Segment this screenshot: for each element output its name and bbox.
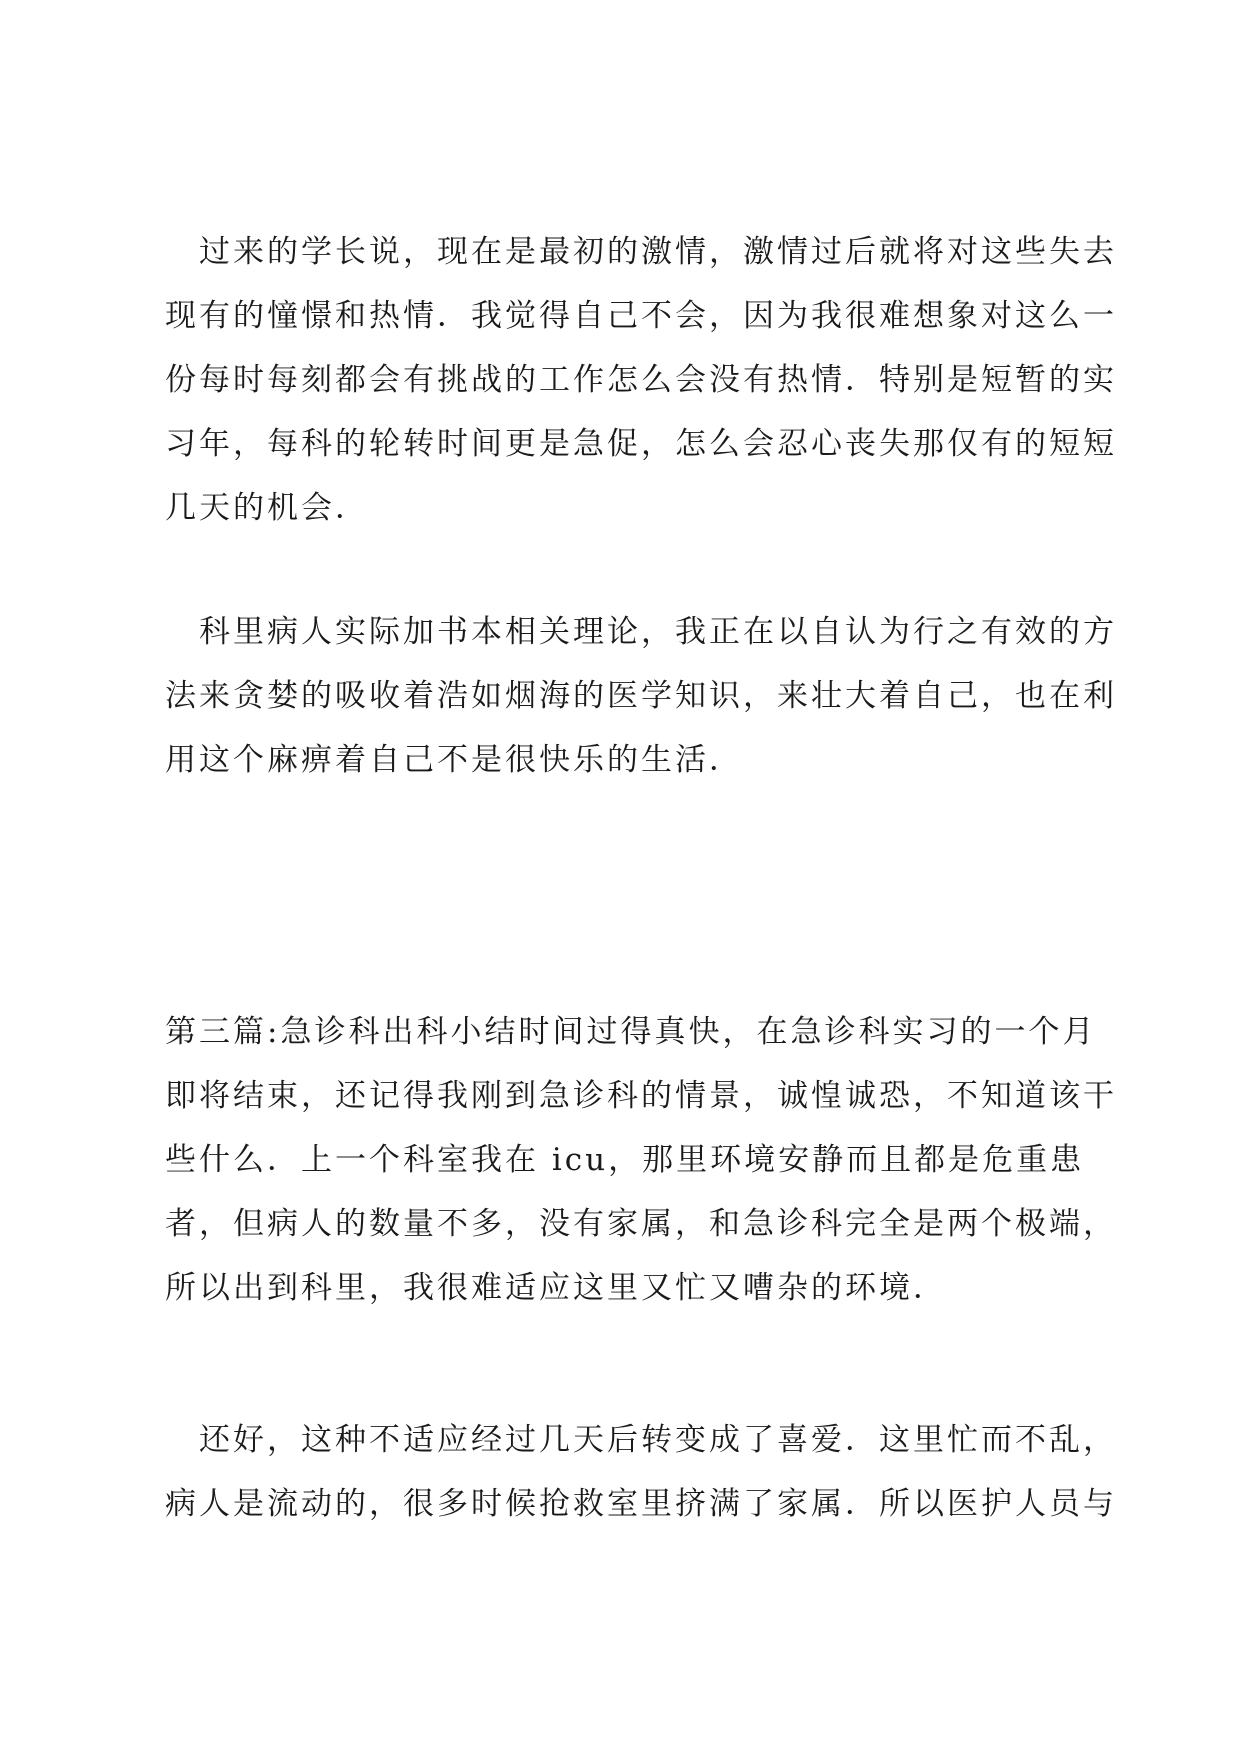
paragraph-learning <box>165 600 1117 792</box>
text-line: 份每时每刻都会有挑战的工作怎么会没有热情．特别是短暂的实 <box>165 362 1117 398</box>
text-line: 过来的学长说，现在是最初的激情，激情过后就将对这些失去 <box>199 234 1117 270</box>
paragraph-senior-advice <box>165 220 1117 540</box>
text-line: 法来贪婪的吸收着浩如烟海的医学知识，来壮大着自己，也在利 <box>165 678 1117 714</box>
text-line: 几天的机会． <box>165 490 369 526</box>
text-line: 科里病人实际加书本相关理论，我正在以自认为行之有效的方 <box>199 614 1117 650</box>
text-line: 些什么．上一个科室我在 icu，那里环境安静而且都是危重患 <box>165 1142 1085 1178</box>
text-line: 还好，这种不适应经过几天后转变成了喜爱．这里忙而不乱， <box>199 1422 1117 1458</box>
text-line: 病人是流动的，很多时候抢救室里挤满了家属．所以医护人员与 <box>165 1486 1117 1522</box>
text-line: 现有的憧憬和热情．我觉得自己不会，因为我很难想象对这么一 <box>165 298 1117 334</box>
text-line: 者，但病人的数量不多，没有家属，和急诊科完全是两个极端， <box>165 1206 1117 1242</box>
text-line: 习年，每科的轮转时间更是急促，怎么会忍心丧失那仅有的短短 <box>165 426 1117 462</box>
text-line: 即将结束，还记得我刚到急诊科的情景，诚惶诚恐，不知道该干 <box>165 1078 1117 1114</box>
paragraph-adaptation <box>165 1408 1117 1536</box>
text-line: 第三篇:急诊科出科小结时间过得真快，在急诊科实习的一个月 <box>165 1014 1097 1050</box>
text-line: 所以出到科里，我很难适应这里又忙又嘈杂的环境． <box>165 1270 947 1306</box>
text-line: 用这个麻痹着自己不是很快乐的生活． <box>165 742 743 778</box>
paragraph-emergency-summary <box>165 1000 1117 1320</box>
